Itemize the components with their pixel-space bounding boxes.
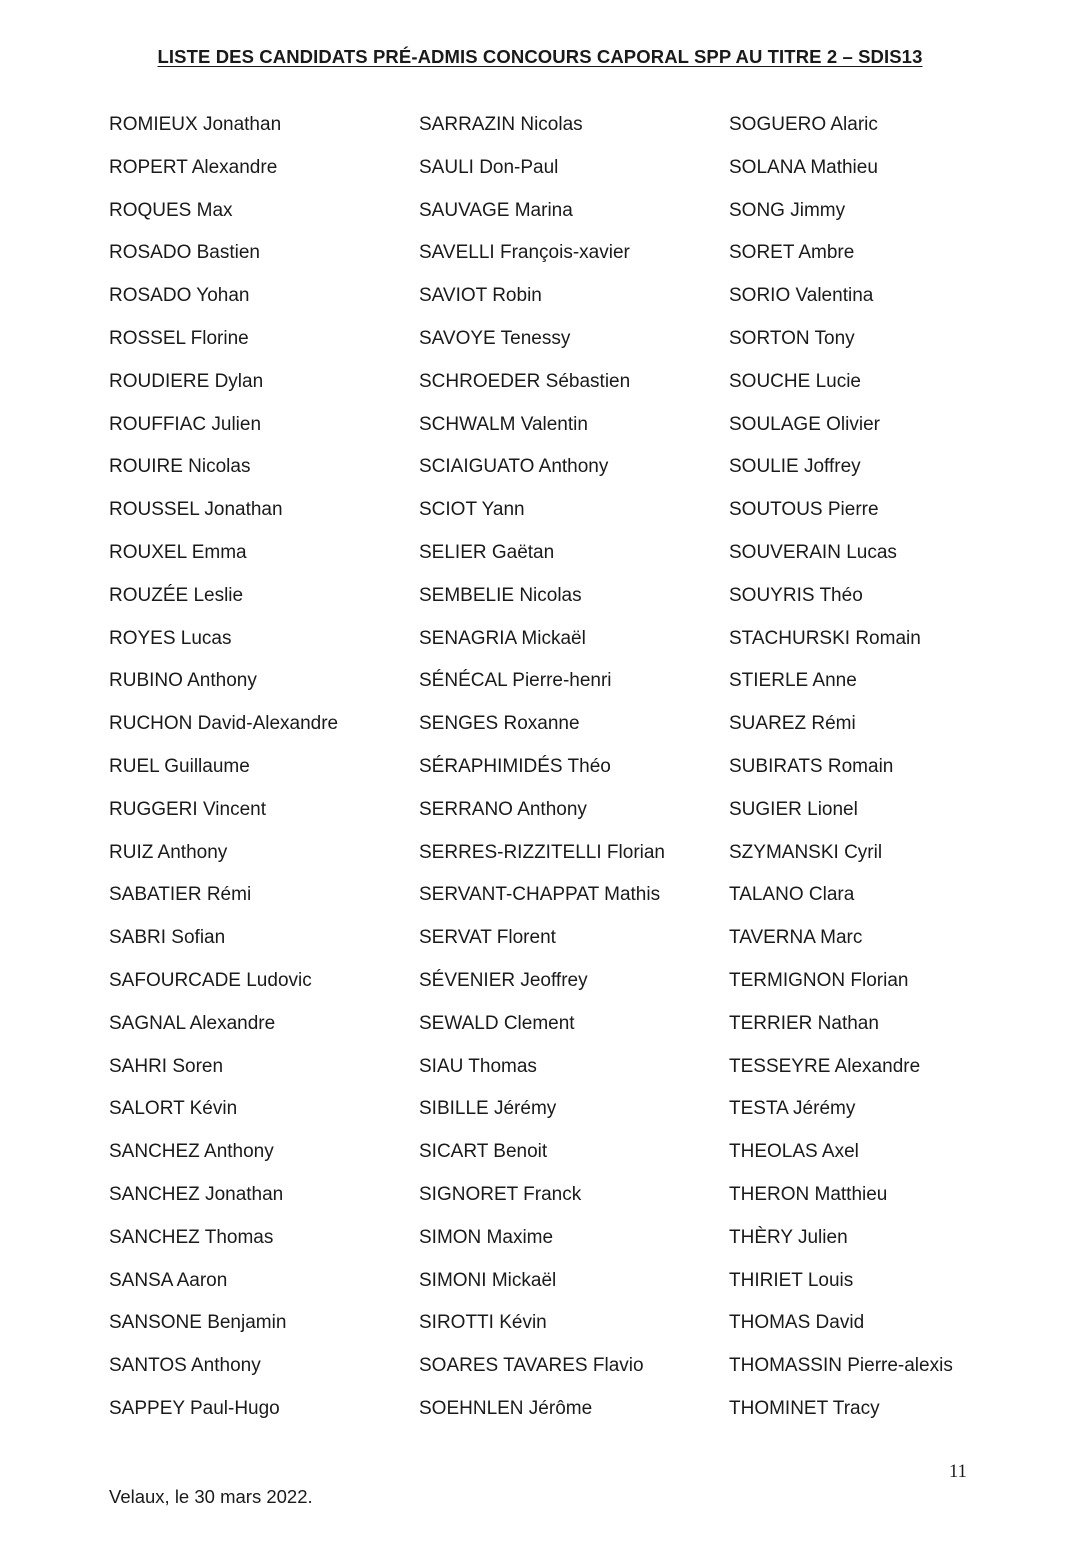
candidate-name: SZYMANSKI Cyril xyxy=(729,841,883,863)
candidate-name: SELIER Gaëtan xyxy=(419,541,555,563)
candidate-name: SCHWALM Valentin xyxy=(419,413,588,435)
candidate-name: TERRIER Nathan xyxy=(729,1012,879,1034)
candidate-name: SUBIRATS Romain xyxy=(729,755,894,777)
candidate-name: ROUDIERE Dylan xyxy=(109,370,264,392)
candidate-name: SOUYRIS Théo xyxy=(729,584,863,606)
candidate-name: SAPPEY Paul-Hugo xyxy=(109,1397,280,1419)
candidate-name: SÉNÉCAL Pierre-henri xyxy=(419,670,612,692)
candidate-name: SIAU Thomas xyxy=(419,1055,537,1077)
candidate-column-2 xyxy=(419,104,665,1431)
candidate-name: ROUXEL Emma xyxy=(109,541,247,563)
footer-date: Velaux, le 30 mars 2022. xyxy=(109,1486,313,1507)
candidate-name: SALORT Kévin xyxy=(109,1098,238,1120)
candidate-name: SIGNORET Franck xyxy=(419,1183,582,1205)
candidate-name: SOEHNLEN Jérôme xyxy=(419,1397,593,1419)
candidate-name: THOMASSIN Pierre-alexis xyxy=(729,1355,953,1377)
candidate-name: ROUFFIAC Julien xyxy=(109,413,262,435)
candidate-name: SAVIOT Robin xyxy=(419,285,542,307)
candidate-name: ROUIRE Nicolas xyxy=(109,456,251,478)
candidate-name: SABRI Sofian xyxy=(109,927,226,949)
candidate-name: SORTON Tony xyxy=(729,327,855,349)
candidate-name: SCIOT Yann xyxy=(419,499,525,521)
candidate-name: SANSA Aaron xyxy=(109,1269,228,1291)
document-title: LISTE DES CANDIDATS PRÉ-ADMIS CONCOURS CAPORAL SPP AU TITRE 2 – SDIS13 xyxy=(157,46,923,67)
candidate-name: ROSSEL Florine xyxy=(109,327,249,349)
candidate-name: SCHROEDER Sébastien xyxy=(419,370,631,392)
candidate-name: SIROTTI Kévin xyxy=(419,1312,547,1334)
candidate-name: RUCHON David-Alexandre xyxy=(109,713,339,735)
candidate-name: TESTA Jérémy xyxy=(729,1098,856,1120)
candidate-name: TAVERNA Marc xyxy=(729,927,863,949)
candidate-name: SONG Jimmy xyxy=(729,199,846,221)
candidate-name: ROMIEUX Jonathan xyxy=(109,114,282,135)
candidate-name: SERRES-RIZZITELLI Florian xyxy=(419,841,665,863)
candidate-name: STIERLE Anne xyxy=(729,670,857,692)
candidate-name: SOUTOUS Pierre xyxy=(729,499,879,521)
candidate-name: SOULAGE Olivier xyxy=(729,413,880,435)
candidate-column-3 xyxy=(729,104,953,1431)
candidate-name: SORET Ambre xyxy=(729,242,855,264)
candidate-name: SAHRI Soren xyxy=(109,1055,224,1077)
candidate-name: SAVELLI François-xavier xyxy=(419,242,630,264)
candidate-name: SENAGRIA Mickaël xyxy=(419,627,586,649)
candidate-name: SERRANO Anthony xyxy=(419,798,587,820)
candidate-name: ROUZÉE Leslie xyxy=(109,584,244,606)
candidate-name: ROYES Lucas xyxy=(109,627,232,649)
candidate-name: SUGIER Lionel xyxy=(729,798,858,820)
candidate-name: TESSEYRE Alexandre xyxy=(729,1055,921,1077)
candidate-name: THÈRY Julien xyxy=(729,1226,848,1248)
candidate-column-1 xyxy=(109,104,338,1431)
candidate-name: TERMIGNON Florian xyxy=(729,969,909,991)
candidate-name: SIMONI Mickaël xyxy=(419,1269,557,1291)
candidate-name: RUGGERI Vincent xyxy=(109,798,266,820)
candidate-name: SAGNAL Alexandre xyxy=(109,1012,276,1034)
candidate-name: SÉRAPHIMIDÉS Théo xyxy=(419,755,611,777)
candidate-name: ROUSSEL Jonathan xyxy=(109,499,283,521)
candidate-name: SERVAT Florent xyxy=(419,927,556,949)
candidate-name: SANSONE Benjamin xyxy=(109,1312,287,1334)
candidate-name: SARRAZIN Nicolas xyxy=(419,114,583,135)
candidate-name: SIMON Maxime xyxy=(419,1226,554,1248)
candidate-name: STACHURSKI Romain xyxy=(729,627,921,649)
candidate-name: SICART Benoit xyxy=(419,1141,548,1163)
candidate-name: SOARES TAVARES Flavio xyxy=(419,1355,644,1377)
candidate-name: SORIO Valentina xyxy=(729,285,874,307)
candidate-name: SENGES Roxanne xyxy=(419,713,580,735)
candidate-name: RUBINO Anthony xyxy=(109,670,257,692)
candidate-name: TALANO Clara xyxy=(729,884,855,906)
candidate-name: THEOLAS Axel xyxy=(729,1141,859,1163)
candidate-name: SAVOYE Tenessy xyxy=(419,327,571,349)
candidate-name: SIBILLE Jérémy xyxy=(419,1098,557,1120)
candidate-name: SOGUERO Alaric xyxy=(729,114,878,135)
candidate-name: SEMBELIE Nicolas xyxy=(419,584,582,606)
candidate-name: SOUVERAIN Lucas xyxy=(729,541,897,563)
candidate-name: SAULI Don-Paul xyxy=(419,156,559,178)
candidate-name: SAUVAGE Marina xyxy=(419,199,573,221)
candidate-name: SANCHEZ Jonathan xyxy=(109,1183,284,1205)
candidate-name: THERON Matthieu xyxy=(729,1183,888,1205)
candidate-name: RUIZ Anthony xyxy=(109,841,228,863)
page-number: 11 xyxy=(949,1462,967,1482)
candidate-name: THOMAS David xyxy=(729,1312,865,1334)
candidate-name: SABATIER Rémi xyxy=(109,884,252,906)
candidate-name: SERVANT-CHAPPAT Mathis xyxy=(419,884,661,906)
candidate-name: ROSADO Bastien xyxy=(109,242,260,264)
candidate-name: SÉVENIER Jeoffrey xyxy=(419,969,588,991)
candidate-name: THOMINET Tracy xyxy=(729,1397,880,1419)
candidate-name: SOUCHE Lucie xyxy=(729,370,861,392)
candidate-name: SOULIE Joffrey xyxy=(729,456,861,478)
candidate-name: SANCHEZ Anthony xyxy=(109,1141,274,1163)
candidate-name: SEWALD Clement xyxy=(419,1012,575,1034)
candidate-name: ROQUES Max xyxy=(109,199,233,221)
candidate-name: ROPERT Alexandre xyxy=(109,156,278,178)
candidate-name: SANCHEZ Thomas xyxy=(109,1226,274,1248)
candidate-name: THIRIET Louis xyxy=(729,1269,854,1291)
candidate-name: SAFOURCADE Ludovic xyxy=(109,969,312,991)
candidate-name: ROSADO Yohan xyxy=(109,285,250,307)
candidate-name: SCIAIGUATO Anthony xyxy=(419,456,609,478)
candidate-name: SOLANA Mathieu xyxy=(729,156,878,178)
candidate-name: RUEL Guillaume xyxy=(109,755,250,777)
candidate-name: SUAREZ Rémi xyxy=(729,713,856,735)
candidate-name: SANTOS Anthony xyxy=(109,1355,261,1377)
